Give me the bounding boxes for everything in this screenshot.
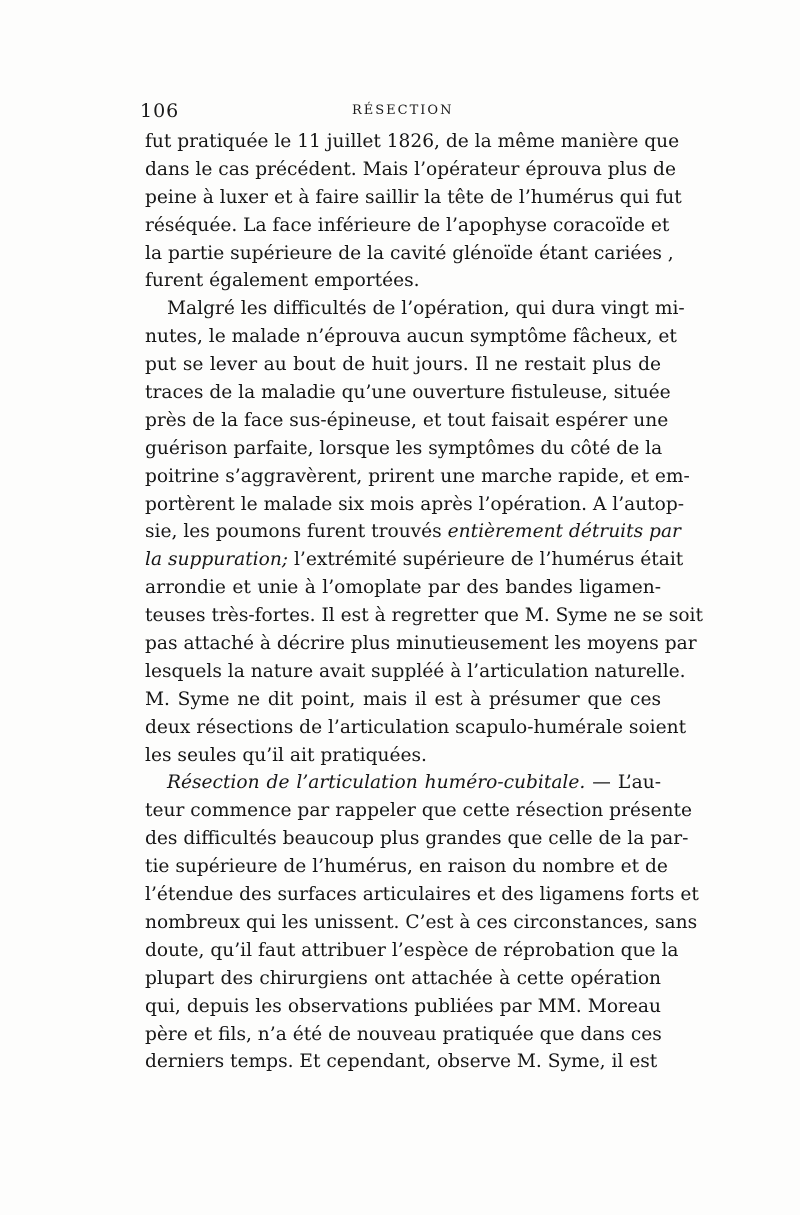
- text-line: [145, 825, 689, 853]
- text-line: [145, 742, 661, 770]
- text-line: [145, 240, 674, 268]
- paragraph: [145, 128, 682, 295]
- text-line: [145, 491, 685, 519]
- text-segment: M. Syme ne dit point, mais il est à présumer que ces: [145, 688, 661, 710]
- text-line: [145, 267, 661, 295]
- text-segment: peine à luxer et à faire saillir la tête de l’humérus qui fut: [145, 186, 682, 208]
- text-segment: des difficultés beaucoup plus grandes que celle de la par-: [145, 828, 689, 850]
- text-line: [145, 407, 669, 435]
- text-segment: lesquels la nature avait suppléé à l’articulation naturelle.: [145, 660, 686, 682]
- text-line: [145, 965, 661, 993]
- text-segment: teuses très-fortes. Il est à regretter que M. Syme ne se soit: [145, 605, 703, 627]
- text-segment: près de la face sus-épineuse, et tout faisait espérer une: [145, 409, 669, 431]
- text-line: [145, 630, 697, 658]
- text-segment: l’étendue des surfaces articulaires et des ligamens forts et: [145, 884, 699, 906]
- text-segment: qui, depuis les observations publiées par MM. Moreau: [145, 995, 661, 1017]
- text-segment: deux résections de l’articulation scapulo-humérale soient: [145, 716, 687, 738]
- text-segment: nutes, le malade n’éprouva aucun symptôme fâcheux, et: [145, 326, 677, 348]
- text-line: [145, 714, 687, 742]
- italic-text: Résection de l’articulation huméro-cubitale.: [167, 772, 586, 794]
- text-segment: réséquée. La face inférieure de l’apophyse coracoïde et: [145, 214, 670, 236]
- text-line: [145, 351, 661, 379]
- italic-text: entièrement détruits par: [447, 521, 681, 543]
- text-segment: Malgré les difficultés de l’opération, qui dura vingt mi-: [167, 298, 685, 320]
- text-line: [145, 909, 698, 937]
- italic-text: la suppuration;: [145, 549, 289, 571]
- text-segment: guérison parfaite, lorsque les symptômes du côté de la: [145, 437, 663, 459]
- paragraph: [145, 769, 699, 1076]
- text-line: [145, 379, 671, 407]
- text-segment: fut pratiquée le 11 juillet 1826, de la même manière que: [145, 131, 680, 152]
- text-segment: père et fils, n’a été de nouveau pratiquée que dans ces: [145, 1023, 662, 1045]
- text-segment: doute, qu’il faut attribuer l’espèce de réprobation que la: [145, 939, 679, 961]
- text-segment: poitrine s’aggravèrent, prirent une marche rapide, et em-: [145, 465, 690, 487]
- text-line: [145, 518, 681, 546]
- text-segment: put se lever au bout de huit jours. Il ne restait plus de: [145, 354, 661, 376]
- text-segment: tie supérieure de l’humérus, en raison du nombre et de: [145, 856, 668, 878]
- page-number: 106: [140, 100, 180, 122]
- body-text: [145, 128, 703, 1076]
- text-line: [145, 658, 686, 686]
- text-segment: les seules qu’il ait pratiquées.: [145, 744, 427, 766]
- text-line: [145, 853, 668, 881]
- text-line: [145, 797, 692, 825]
- text-segment: — L’au-: [585, 772, 661, 794]
- text-line: [145, 156, 676, 184]
- text-line: [145, 323, 677, 351]
- text-line: [145, 686, 661, 714]
- text-line: [145, 1021, 661, 1049]
- text-line: [145, 128, 680, 156]
- text-line: [145, 602, 703, 630]
- text-segment: derniers temps. Et cependant, observe M. Syme, il est: [145, 1051, 658, 1073]
- text-line: [145, 546, 684, 574]
- text-segment: traces de la maladie qu’une ouverture fistuleuse, située: [145, 382, 671, 404]
- text-line: [145, 184, 682, 212]
- text-segment: dans le cas précédent. Mais l’opérateur éprouva plus de: [145, 158, 676, 180]
- text-line: [145, 295, 685, 323]
- text-line: [145, 435, 661, 463]
- text-segment: furent également emportées.: [145, 270, 420, 292]
- running-head: RÉSECTION: [352, 103, 454, 118]
- text-line: [145, 463, 690, 491]
- text-segment: l’extrémité supérieure de l’humérus était: [288, 549, 684, 571]
- text-segment: portèrent le malade six mois après l’opération. A l’autop-: [145, 493, 685, 515]
- text-line: [145, 769, 661, 797]
- text-segment: plupart des chirurgiens ont attachée à cette opération: [145, 967, 661, 989]
- text-segment: teur commence par rappeler que cette résection présente: [145, 800, 692, 822]
- text-segment: sie, les poumons furent trouvés: [145, 521, 448, 543]
- text-line: [145, 881, 699, 909]
- text-line: [145, 212, 670, 240]
- text-segment: arrondie et unie à l’omoplate par des bandes ligamen-: [145, 577, 661, 599]
- text-line: [145, 574, 661, 602]
- text-segment: nombreux qui les unissent. C’est à ces circonstances, sans: [145, 911, 698, 933]
- page-header: [140, 100, 670, 124]
- paragraph: [145, 295, 703, 769]
- text-line: [145, 937, 679, 965]
- text-line: [145, 993, 661, 1021]
- text-line: [145, 1048, 661, 1076]
- text-segment: la partie supérieure de la cavité glénoïde étant cariées ,: [145, 242, 674, 264]
- text-segment: pas attaché à décrire plus minutieusement les moyens par: [145, 633, 697, 655]
